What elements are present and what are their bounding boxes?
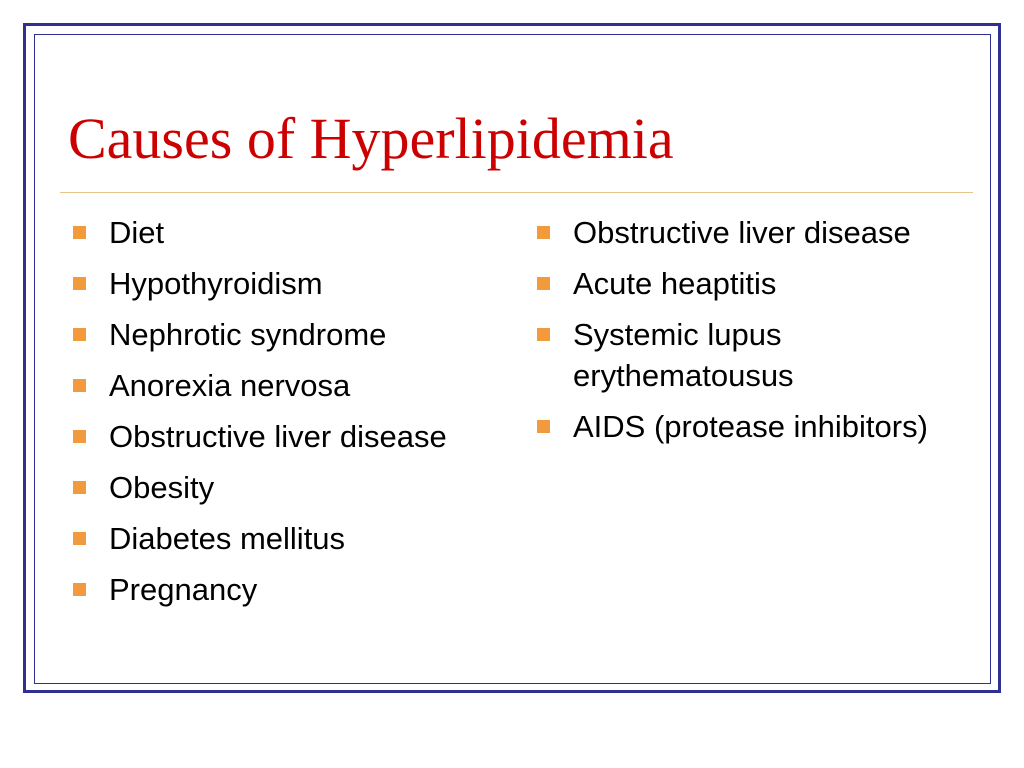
list-item-text: Systemic lupus erythematousus: [573, 317, 794, 393]
square-bullet-icon: [73, 430, 86, 443]
square-bullet-icon: [73, 532, 86, 545]
list-item-text: Hypothyroidism: [109, 266, 323, 301]
list-item: [72, 365, 492, 406]
list-item-text: AIDS (protease inhibitors): [573, 409, 928, 444]
list-item: [72, 314, 492, 355]
square-bullet-icon: [73, 328, 86, 341]
list-item: [72, 569, 492, 610]
square-bullet-icon: [537, 277, 550, 290]
list-item-text: Nephrotic syndrome: [109, 317, 387, 352]
list-item: [536, 212, 936, 253]
square-bullet-icon: [73, 379, 86, 392]
list-item-text: Obstructive liver disease: [573, 215, 911, 250]
title-divider: [60, 192, 973, 193]
left-bullet-list: [72, 212, 492, 620]
slide-title: Causes of Hyperlipidemia: [68, 106, 674, 171]
square-bullet-icon: [73, 226, 86, 239]
list-item: [72, 212, 492, 253]
list-item: [72, 467, 492, 508]
list-item: [72, 263, 492, 304]
list-item: [72, 518, 492, 559]
square-bullet-icon: [73, 481, 86, 494]
square-bullet-icon: [537, 226, 550, 239]
list-item: [536, 263, 936, 304]
square-bullet-icon: [537, 328, 550, 341]
list-item-text: Acute heaptitis: [573, 266, 777, 301]
list-item: [536, 406, 936, 447]
square-bullet-icon: [73, 277, 86, 290]
list-item-text: Diabetes mellitus: [109, 521, 346, 556]
list-item-text: Pregnancy: [109, 572, 258, 607]
list-item-text: Anorexia nervosa: [109, 368, 351, 403]
right-bullet-list: [536, 212, 936, 457]
list-item: [72, 416, 492, 457]
square-bullet-icon: [537, 420, 550, 433]
list-item: [536, 314, 936, 396]
list-item-text: Obstructive liver disease: [109, 419, 447, 454]
list-item-text: Diet: [109, 215, 165, 250]
square-bullet-icon: [73, 583, 86, 596]
list-item-text: Obesity: [109, 470, 215, 505]
